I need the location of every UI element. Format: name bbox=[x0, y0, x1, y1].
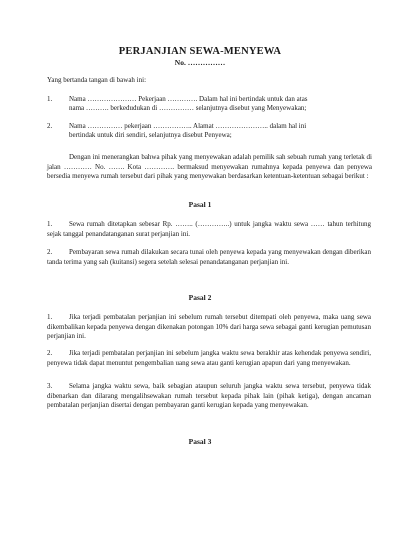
clause-text: Jika terjadi pembatalan perjanjian ini sebelum jangka waktu sewa berakhir atas kehendak penyewa sendiri, penyewa tidak dapat menuntut pengembalian uang sewa atau ganti kerugian apapun dari yang menyewakan. bbox=[47, 349, 371, 367]
party-line: Nama …………… pekerjaan …………….. Alamat ………………….. dalam hal ini bbox=[69, 122, 307, 130]
party-line: Nama ………………… Pekerjaan …………. Dalam hal ini bertindak untuk dan atas bbox=[69, 95, 308, 103]
document-number: No. …………… bbox=[174, 58, 226, 67]
clause-text: Selama jangka waktu sewa, baik sebagian ataupun seluruh jangka waktu sewa tersebut, penyewa tidak dibenarkan dan dilarang mengalihsewakan rumah tersebut kepada pihak lain (pihak ketiga), dengan ancaman pembatalan perjanjian disertai dengan pembayaran ganti kerugian kepada yang menyewakan. bbox=[47, 382, 371, 410]
intro-text: Yang bertanda tangan di bawah ini: bbox=[47, 76, 147, 84]
section-heading: Pasal 3 bbox=[188, 437, 212, 446]
document-title: PERJANJIAN SEWA-MENYEWA bbox=[118, 46, 282, 57]
item-number: 1. bbox=[47, 313, 53, 321]
clause-text: Jika terjadi pembatalan perjanjian ini sebelum rumah tersebut ditempati oleh penyewa, maka uang sewa dikembalikan kepada penyewa dengan dikenakan potongan 10% dari harga sewa sebagai ganti kerugian pemutusan perjanjian ini. bbox=[47, 313, 371, 341]
clause-text: Pembayaran sewa rumah dilakukan secara tunai oleh penyewa kepada yang menyewakan dengan diberikan tanda terima yang sah (kuitansi) segera setelah selesai penandatanganan perjanjian ini. bbox=[47, 248, 371, 266]
section-heading: Pasal 2 bbox=[188, 293, 212, 302]
item-number: 2. bbox=[47, 248, 53, 256]
clause-text: Sewa rumah ditetapkan sebesar Rp. …….. (…………..) untuk jangka waktu sewa …… tahun terhitung sejak tanggal penandatanganan surat perjanjian ini. bbox=[47, 220, 371, 238]
party-number: 2. bbox=[47, 122, 53, 130]
section-heading: Pasal 1 bbox=[188, 200, 212, 209]
item-number: 3. bbox=[47, 382, 53, 390]
party-line: bertindak untuk diri sendiri, selanjutnya disebut Penyewa; bbox=[69, 131, 232, 139]
party-number: 1. bbox=[47, 95, 53, 103]
item-number: 1. bbox=[47, 220, 53, 228]
item-number: 2. bbox=[47, 349, 53, 357]
preamble-paragraph: Dengan ini menerangkan bahwa pihak yang menyewakan adalah pemilik sah sebuah rumah yang terletak di jalan ………… No. ……. Kota …………. bermaksud menyewakan rumahnya kepada penyewa dan penyewa bersedia menyewa rumah tersebut dari pihak yang menyewakan berdasarkan ketentuan-ketentuan sebagai berikut : bbox=[47, 153, 372, 181]
party-line: nama ………. berkedudukan di …………… selanjutnya disebut yang Menyewakan; bbox=[69, 104, 307, 112]
